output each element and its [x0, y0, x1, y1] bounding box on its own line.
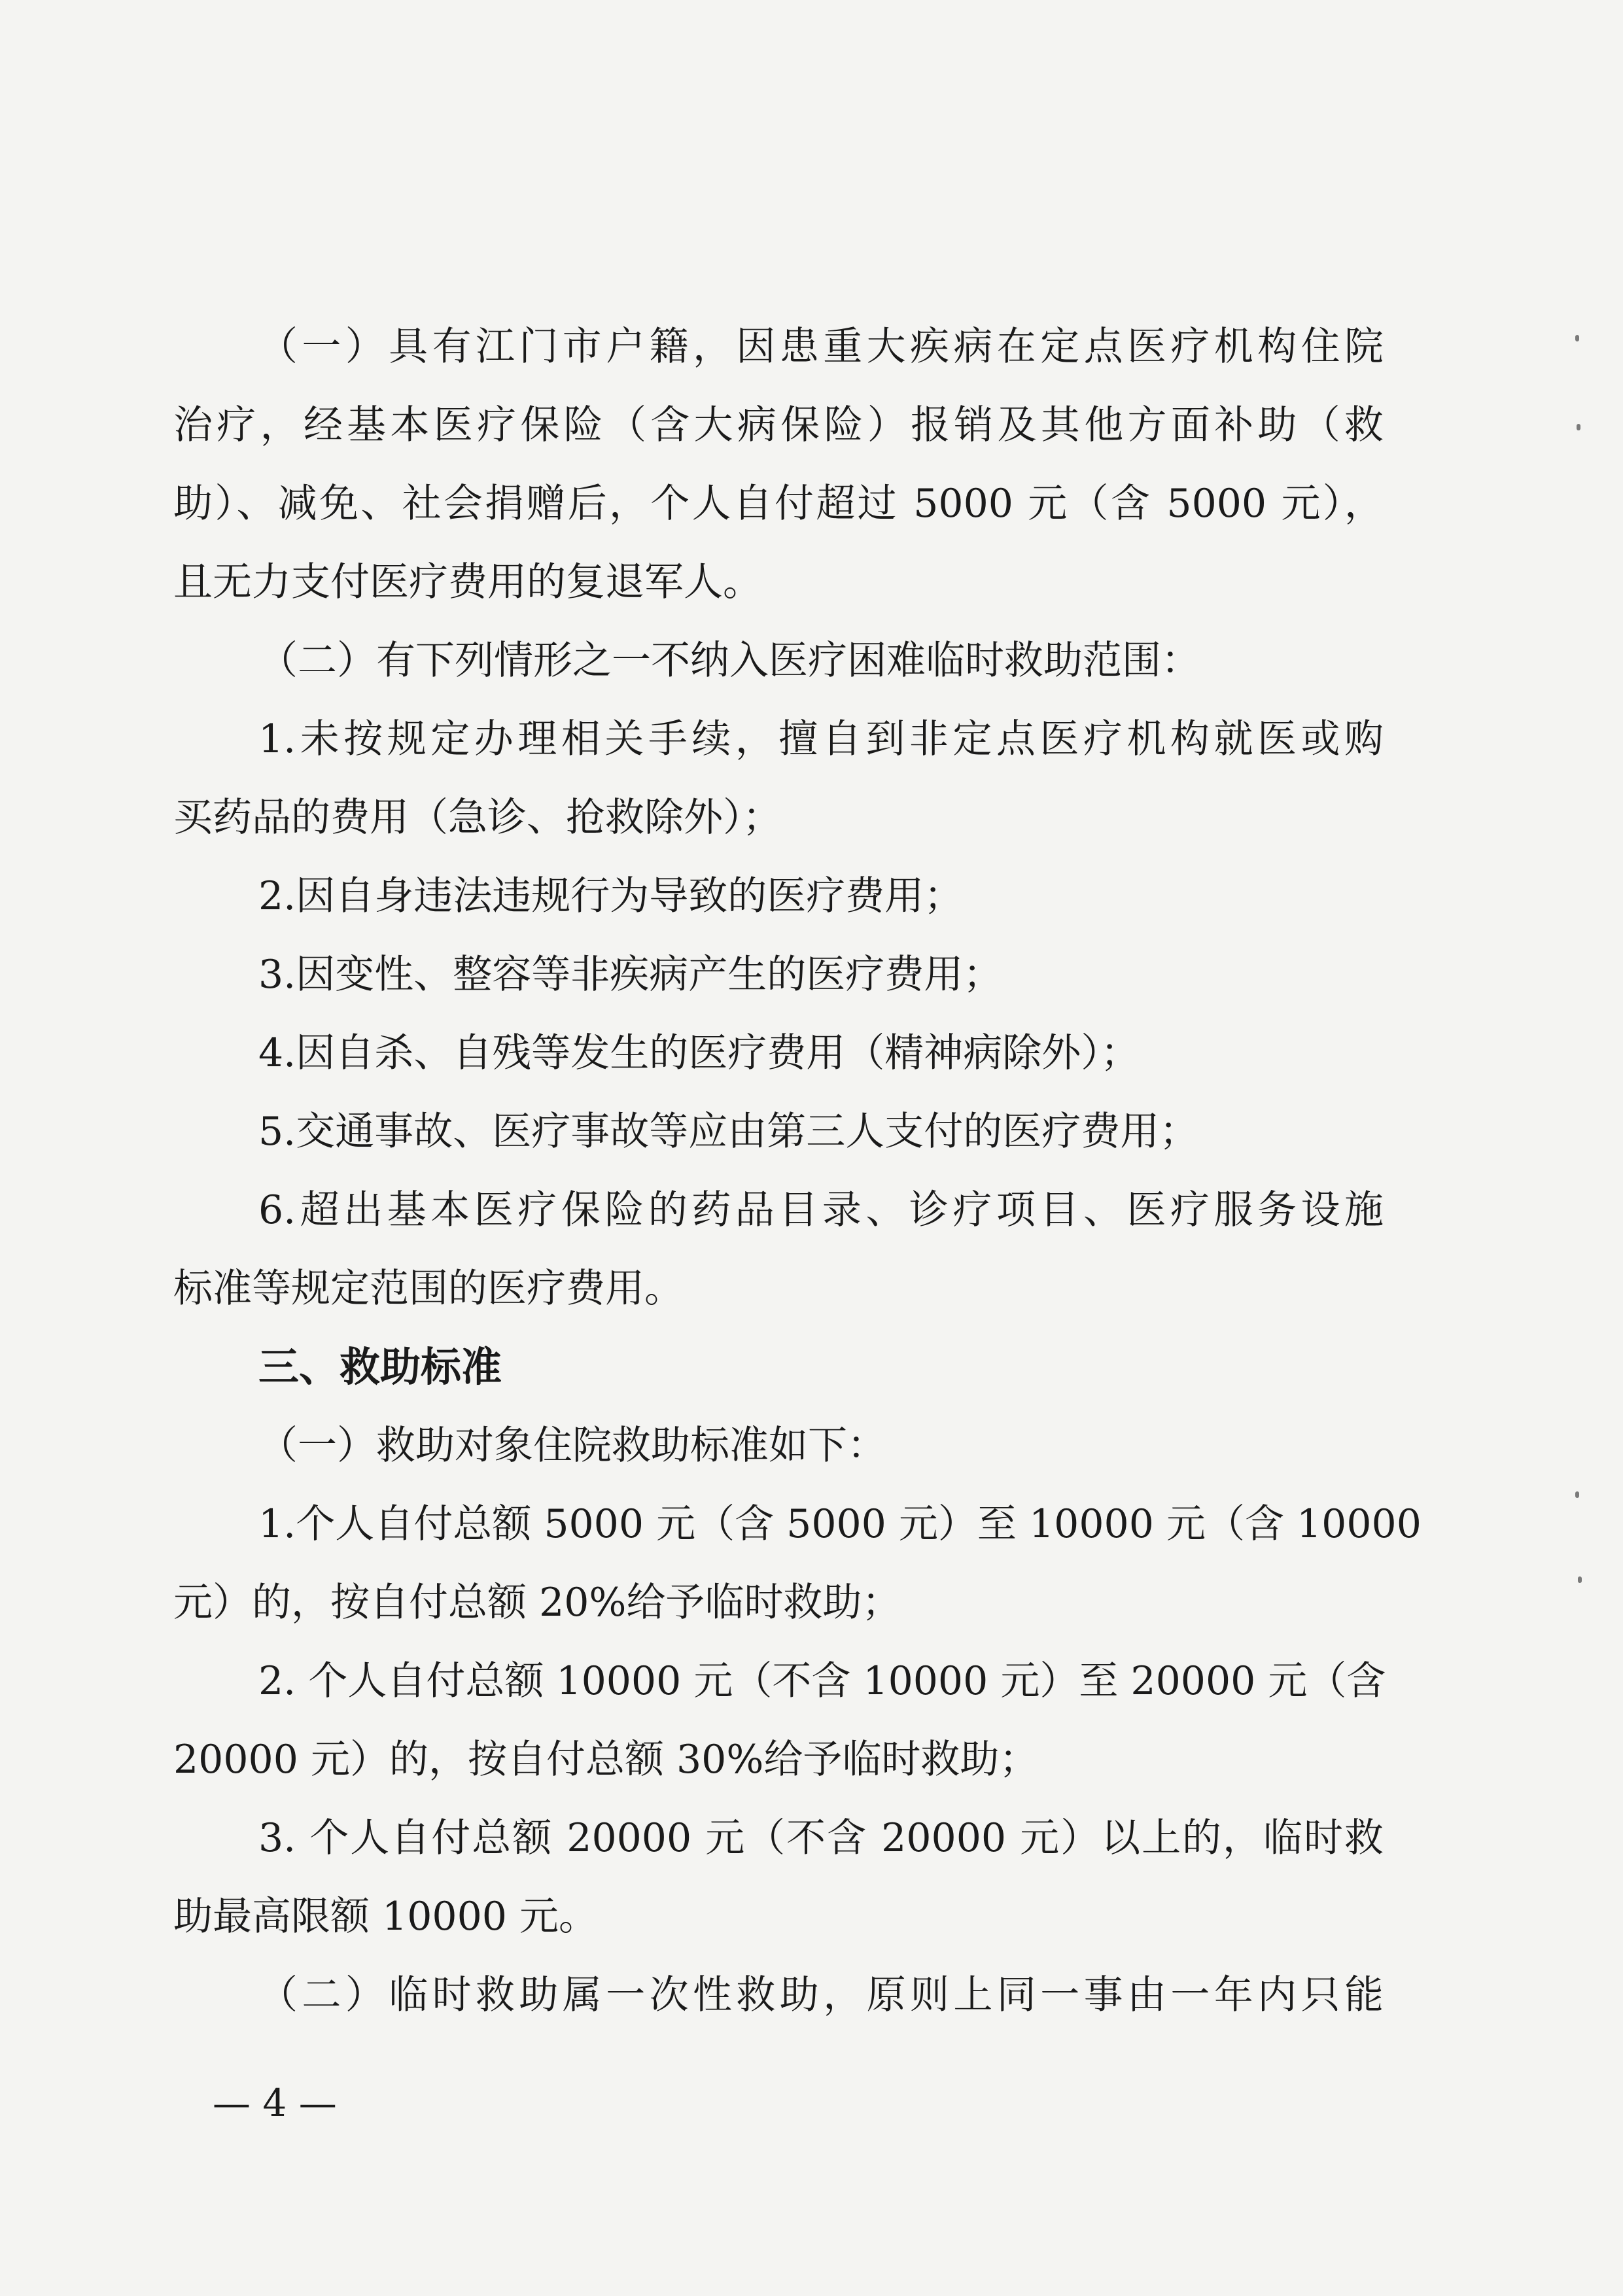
text-line: 6.超出基本医疗保险的药品目录、诊疗项目、医疗服务设施	[258, 1187, 1384, 1233]
text-line: （一）具有江门市户籍，因患重大疾病在定点医疗机构住院	[258, 324, 1384, 370]
text-line: 3.因变性、整容等非疾病产生的医疗费用；	[258, 952, 1003, 998]
text-line: 买药品的费用（急诊、抢救除外）；	[173, 795, 782, 841]
text-line: 三、救助标准	[258, 1343, 502, 1391]
text-line: 助最高限额 10000 元。	[173, 1894, 599, 1939]
text-line: 1.未按规定办理相关手续，擅自到非定点医疗机构就医或购	[258, 716, 1384, 762]
text-line: 20000 元）的，按自付总额 30%给予临时救助；	[173, 1737, 1039, 1783]
text-line: 2.因自身违法违规行为导致的医疗费用；	[258, 873, 964, 919]
list-item-exclusion-6	[173, 1171, 1384, 1328]
list-item-standard-1	[173, 1485, 1422, 1642]
text-line: （二）临时救助属一次性救助，原则上同一事由一年内只能	[258, 1972, 1384, 2018]
paragraph-exclusions-intro	[173, 621, 1384, 700]
section-heading-standards	[173, 1328, 1384, 1406]
list-item-exclusion-2	[173, 857, 1384, 935]
list-item-exclusion-1	[173, 700, 1384, 857]
text-line: 元）的，按自付总额 20%给予临时救助；	[173, 1580, 901, 1626]
text-line: 标准等规定范围的医疗费用。	[173, 1266, 684, 1312]
list-item-exclusion-5	[173, 1092, 1384, 1171]
list-item-standard-2	[173, 1642, 1384, 1799]
list-item-exclusion-3	[173, 935, 1384, 1014]
text-line: 5.交通事故、医疗事故等应由第三人支付的医疗费用；	[258, 1109, 1199, 1155]
paragraph-one-time-aid	[173, 1956, 1384, 2034]
paragraph-standards-intro	[173, 1406, 1384, 1485]
list-item-standard-3	[173, 1799, 1384, 1956]
list-item-exclusion-4	[173, 1014, 1384, 1092]
text-line: （一）救助对象住院救助标准如下：	[258, 1423, 886, 1469]
paragraph-eligibility	[173, 307, 1384, 621]
text-line: 1.个人自付总额 5000 元（含 5000 元）至 10000 元（含 10000	[258, 1501, 1422, 1547]
text-line: （二）有下列情形之一不纳入医疗困难临时救助范围：	[258, 638, 1200, 684]
scan-mark	[1577, 424, 1580, 430]
scan-mark	[1578, 1576, 1582, 1583]
text-line: 治疗，经基本医疗保险（含大病保险）报销及其他方面补助（救	[173, 402, 1384, 448]
scan-mark	[1575, 335, 1579, 341]
text-line: 2. 个人自付总额 10000 元（不含 10000 元）至 20000 元（含	[258, 1658, 1386, 1704]
text-line: 助）、减免、社会捐赠后，个人自付超过 5000 元（含 5000 元），	[173, 481, 1384, 527]
page-number: — 4 —	[213, 2081, 337, 2125]
scan-mark	[1575, 1491, 1579, 1498]
text-line: 4.因自杀、自残等发生的医疗费用（精神病除外）；	[258, 1030, 1140, 1076]
text-line: 且无力支付医疗费用的复退军人。	[173, 559, 762, 605]
text-line: 3. 个人自付总额 20000 元（不含 20000 元）以上的，临时救	[258, 1815, 1384, 1861]
